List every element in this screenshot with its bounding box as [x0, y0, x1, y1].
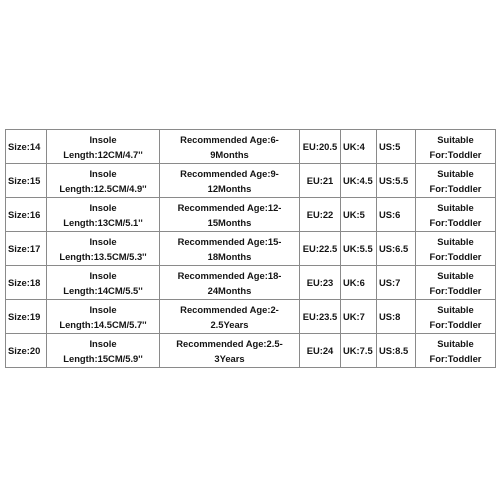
suitable-for-cell: Suitable For:Toddler [416, 130, 496, 164]
recommended-age-cell: Recommended Age:12-15Months [160, 198, 300, 232]
eu-size-cell: EU:24 [300, 334, 341, 368]
insole-length-cell: Insole Length:12CM/4.7'' [47, 130, 160, 164]
us-size-cell: US:6 [377, 198, 416, 232]
uk-size-cell: UK:4.5 [341, 164, 377, 198]
table-row [6, 164, 496, 198]
suitable-for-cell: Suitable For:Toddler [416, 300, 496, 334]
table-row [6, 130, 496, 164]
table-row [6, 232, 496, 266]
insole-length-cell: Insole Length:12.5CM/4.9'' [47, 164, 160, 198]
eu-size-cell: EU:23 [300, 266, 341, 300]
suitable-for-cell: Suitable For:Toddler [416, 334, 496, 368]
size-cell: Size:19 [6, 300, 47, 334]
us-size-cell: US:8.5 [377, 334, 416, 368]
eu-size-cell: EU:21 [300, 164, 341, 198]
size-cell: Size:16 [6, 198, 47, 232]
eu-size-cell: EU:22.5 [300, 232, 341, 266]
eu-size-cell: EU:23.5 [300, 300, 341, 334]
eu-size-cell: EU:22 [300, 198, 341, 232]
recommended-age-cell: Recommended Age:9-12Months [160, 164, 300, 198]
table-row [6, 334, 496, 368]
insole-length-cell: Insole Length:15CM/5.9'' [47, 334, 160, 368]
eu-size-cell: EU:20.5 [300, 130, 341, 164]
us-size-cell: US:8 [377, 300, 416, 334]
suitable-for-cell: Suitable For:Toddler [416, 266, 496, 300]
size-chart-table [5, 129, 496, 368]
insole-length-cell: Insole Length:14.5CM/5.7'' [47, 300, 160, 334]
us-size-cell: US:7 [377, 266, 416, 300]
size-cell: Size:18 [6, 266, 47, 300]
uk-size-cell: UK:5 [341, 198, 377, 232]
size-cell: Size:17 [6, 232, 47, 266]
suitable-for-cell: Suitable For:Toddler [416, 232, 496, 266]
uk-size-cell: UK:7.5 [341, 334, 377, 368]
uk-size-cell: UK:6 [341, 266, 377, 300]
uk-size-cell: UK:7 [341, 300, 377, 334]
suitable-for-cell: Suitable For:Toddler [416, 164, 496, 198]
recommended-age-cell: Recommended Age:15-18Months [160, 232, 300, 266]
us-size-cell: US:5.5 [377, 164, 416, 198]
insole-length-cell: Insole Length:13CM/5.1'' [47, 198, 160, 232]
recommended-age-cell: Recommended Age:2-2.5Years [160, 300, 300, 334]
table-row [6, 198, 496, 232]
size-cell: Size:20 [6, 334, 47, 368]
us-size-cell: US:6.5 [377, 232, 416, 266]
size-cell: Size:15 [6, 164, 47, 198]
insole-length-cell: Insole Length:13.5CM/5.3'' [47, 232, 160, 266]
table-row [6, 300, 496, 334]
size-cell: Size:14 [6, 130, 47, 164]
uk-size-cell: UK:5.5 [341, 232, 377, 266]
recommended-age-cell: Recommended Age:6-9Months [160, 130, 300, 164]
insole-length-cell: Insole Length:14CM/5.5'' [47, 266, 160, 300]
table-row [6, 266, 496, 300]
us-size-cell: US:5 [377, 130, 416, 164]
suitable-for-cell: Suitable For:Toddler [416, 198, 496, 232]
recommended-age-cell: Recommended Age:18-24Months [160, 266, 300, 300]
recommended-age-cell: Recommended Age:2.5-3Years [160, 334, 300, 368]
uk-size-cell: UK:4 [341, 130, 377, 164]
